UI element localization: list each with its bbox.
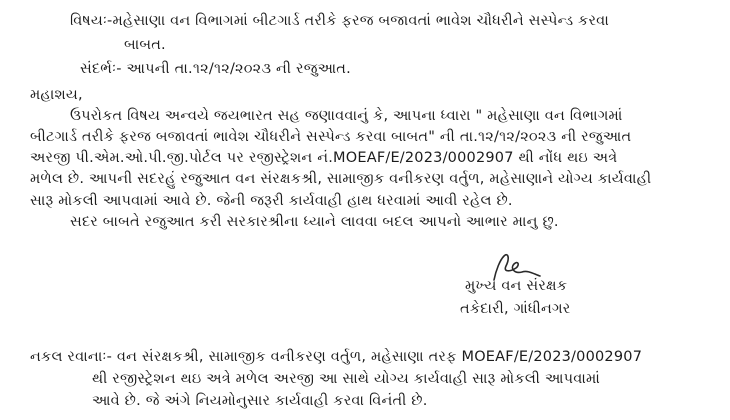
copy-line-3: આવે છે. જે અંગે નિયમોનુસાર કાર્યવાહી કરવા વિનંતી છે. [92, 393, 428, 409]
body-line-3: અરજી પી.એમ.ઓ.પી.જી.પોર્ટલ પર રજીસ્ટ્રેશન નં.MOEAF/E/2023/0002907 થી નોંધ થઇ અત્રે [30, 150, 618, 166]
copy-line-1: નકલ રવાનાઃ- વન સંરક્ષકશ્રી, સામાજીક વનીકરણ વર્તુળ, મહેસાણા તરફ MOEAF/E/2023/0002907 [30, 349, 643, 365]
body-line-5: સારૂ મોકલી આપવામાં આવે છે. જેની જરૂરી કાર્યવાહી હાથ ધરવામાં આવી રહેલ છે. [30, 193, 513, 209]
signatory-office: તકેદારી, ગાંધીનગર [460, 301, 571, 317]
copy-line-2: થી રજીસ્ટ્રેશન થઇ અત્રે મળેલ અરજી આ સાથે યોગ્ય કાર્યવાહી સારૂ મોકલી આપવામાં [92, 371, 600, 387]
subject-line-1: વિષયઃ-મહેસાણા વન વિભાગમાં બીટગાર્ડ તરીકે ફરજ બજાવતાં ભાવેશ ચૌધરીને સસ્પેન્ડ કરવા [70, 13, 609, 29]
body-line-1: ઉપરોકત વિષય અન્વયે જયભારત સહ જણાવવાનું કે, આપના ધ્વારા " મહેસાણા વન વિભાગમાં [70, 108, 623, 124]
subject-line-2: બાબત. [124, 37, 166, 53]
signatory-title: મુખ્ય વન સંરક્ષક [465, 278, 568, 294]
body-line-6: સદર બાબતે રજુઆત કરી સરકારશ્રીના ધ્યાને લાવવા બદલ આપનો આભાર માનુ છુ. [70, 214, 559, 230]
body-line-2: બીટગાર્ડ તરીકે ફરજ બજાવતાં ભાવેશ ચૌધરીને સસ્પેન્ડ કરવા બાબત" ની તા.૧૨/૧૨/૨૦૨૩ ની રજુઆત [30, 129, 632, 145]
salutation: મહાશય, [30, 87, 83, 103]
body-line-4: મળેલ છે. આપની સદરહું રજુઆત વન સંરક્ષકશ્રી, સામાજીક વનીકરણ વર્તુળ, મહેસાણાને યોગ્ય કાર્યવાહી [30, 171, 652, 187]
reference-line: સંદર્ભઃ- આપની તા.૧૨/૧૨/૨૦૨૩ ની રજુઆત. [80, 61, 351, 77]
